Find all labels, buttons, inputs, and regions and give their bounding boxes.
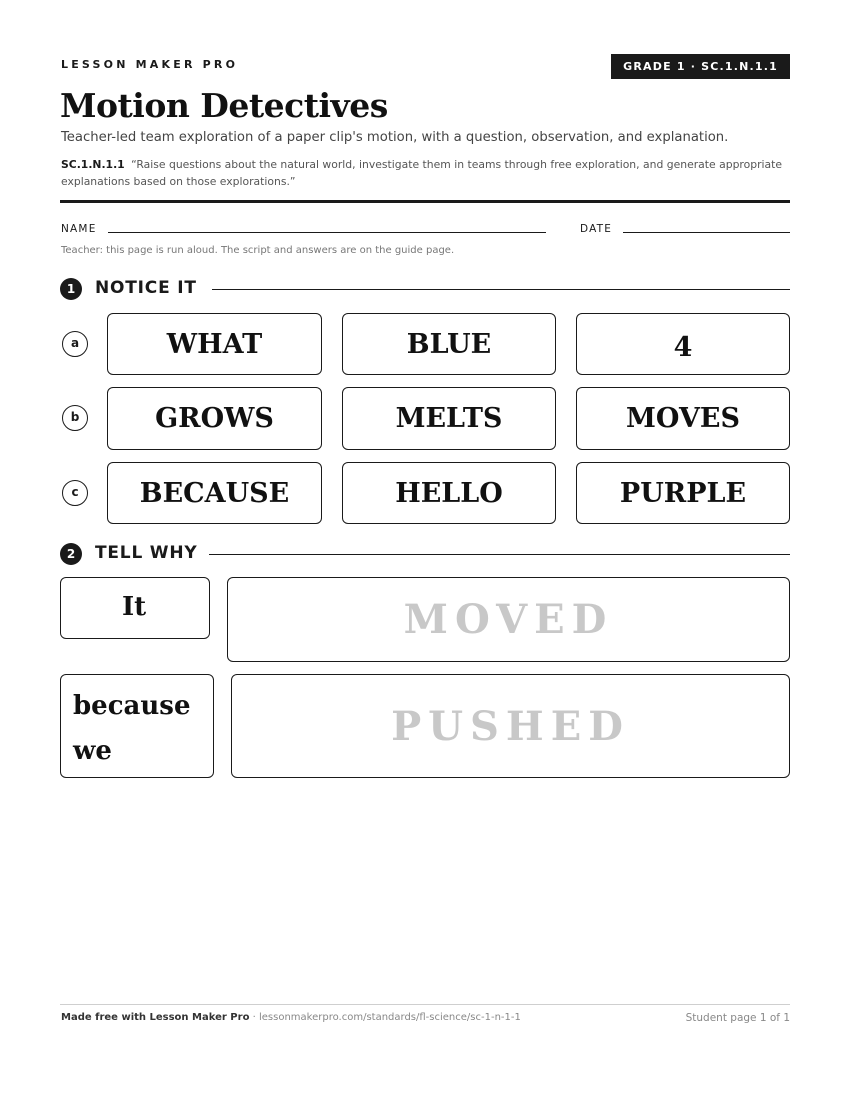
page-subtitle: Teacher-led team exploration of a paper clip's motion, with a question, observation, and explanation. [61,130,729,145]
sentence-stem-it: It [60,577,210,639]
header-divider [60,200,790,203]
grade-badge: GRADE 1 · SC.1.N.1.1 [611,54,790,79]
word-card[interactable]: PURPLE [576,462,790,524]
date-label: DATE [580,223,613,235]
footer-url[interactable]: lessonmakerpro.com/standards/fl-science/sc-1-n-1-1 [258,1012,521,1023]
date-field[interactable] [623,232,790,233]
row-letter-a: a [62,331,88,357]
word-card[interactable]: MOVES [576,387,790,450]
section-title: NOTICE IT [95,278,197,298]
section-title: TELL WHY [95,543,198,563]
row-letter-c: c [62,480,88,506]
section-number-badge: 1 [60,278,82,300]
section-notice-it-header [60,277,790,301]
standard-statement [61,156,791,190]
name-label: NAME [61,223,97,235]
page-title: Motion Detectives [60,86,388,125]
word-card[interactable]: 4 [576,313,790,375]
word-card[interactable]: BECAUSE [107,462,322,524]
footer-made-with: Made free with Lesson Maker Pro [61,1012,250,1023]
word-card[interactable]: GROWS [107,387,322,450]
row-letter-b: b [62,405,88,431]
footer-credit [61,1012,521,1023]
word-card[interactable]: MELTS [342,387,556,450]
brand-name: LESSON MAKER PRO [61,58,239,71]
teacher-note: Teacher: this page is run aloud. The script and answers are on the guide page. [61,245,455,256]
section-rule [209,554,790,555]
stem-line: we [73,736,112,766]
footer-page-number: Student page 1 of 1 [685,1012,790,1024]
name-field[interactable] [108,232,546,233]
standard-quote: “Raise questions about the natural world, investigate them in teams through free exploration, and generate appropriate explanations based on those explorations.” [61,158,783,188]
standard-code: SC.1.N.1.1 [61,158,125,171]
stem-line: because [73,691,191,721]
answer-slot-pushed[interactable]: PUSHED [231,674,790,778]
footer-divider [60,1004,790,1005]
section-rule [212,289,790,290]
sentence-stem-because-we [60,674,214,778]
section-tell-why-header [60,542,790,566]
section-number-badge: 2 [60,543,82,565]
word-card[interactable]: HELLO [342,462,556,524]
footer-separator: · [249,1012,259,1023]
word-card[interactable]: WHAT [107,313,322,375]
answer-slot-moved[interactable]: MOVED [227,577,790,662]
word-card[interactable]: BLUE [342,313,556,375]
